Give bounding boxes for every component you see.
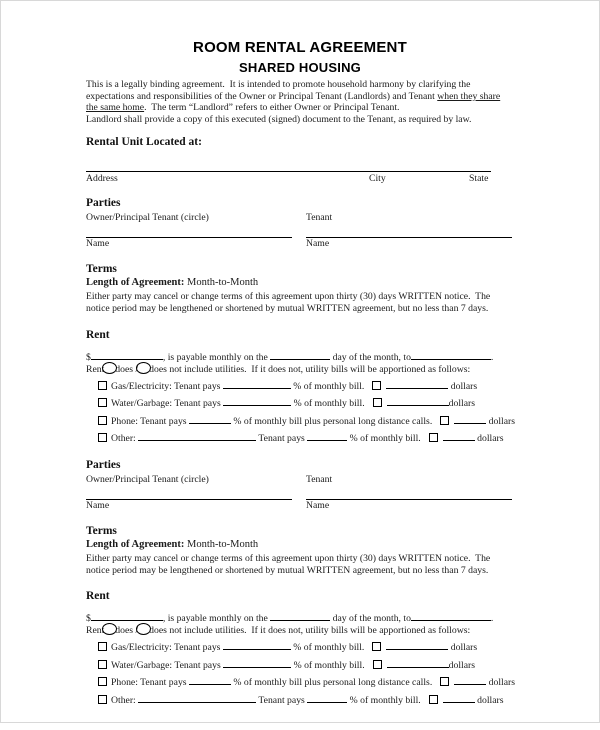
parties-heading: Parties	[86, 197, 121, 210]
gas-electricity-checkbox[interactable]	[98, 642, 107, 651]
intro-line-2-text: expectations and responsibilities of the Owner or Principal Tenant (Landlords) and Tenant	[86, 90, 438, 102]
tenant-column	[306, 212, 514, 250]
other-checkbox[interactable]	[98, 695, 107, 704]
length-of-agreement-line	[86, 538, 514, 551]
phone-percent-label: % of monthly bill plus personal long distance calls.	[230, 677, 433, 689]
utility-rows	[86, 640, 514, 705]
other-dollars-checkbox[interactable]	[429, 433, 438, 442]
gas-electricity-label: Gas/Electricity: Tenant pays	[111, 380, 223, 392]
phone-checkbox[interactable]	[98, 416, 107, 425]
gas-percent-blank[interactable]	[223, 379, 291, 389]
notice-line-2: notice period may be lengthened or shortened by mutual WRITTEN agreement, but no less than 7 days.	[86, 564, 489, 576]
rent-utilities-line	[86, 623, 514, 635]
water-garbage-label: Water/Garbage: Tenant pays	[111, 659, 224, 671]
phone-checkbox[interactable]	[98, 677, 107, 686]
gas-dollars-blank[interactable]	[386, 640, 448, 650]
owner-column	[86, 474, 306, 512]
rental-unit-heading: Rental Unit Located at:	[86, 136, 202, 149]
parties-columns	[86, 474, 514, 512]
owner-name-label: Name	[86, 500, 110, 512]
due-day-blank[interactable]	[270, 350, 330, 360]
other-dollars-blank[interactable]	[443, 693, 475, 703]
tenant-label: Tenant	[306, 212, 333, 224]
other-checkbox[interactable]	[98, 433, 107, 442]
other-dollars-label: dollars	[474, 433, 504, 445]
tenant-name-label: Name	[306, 500, 330, 512]
other-description-blank[interactable]	[138, 431, 256, 441]
phone-row	[98, 414, 514, 426]
payable-text-1: , is payable monthly on the	[162, 613, 271, 625]
gas-dollars-label: dollars	[448, 380, 478, 392]
payee-blank[interactable]	[411, 350, 491, 360]
notice-line-1: Either party may cancel or change terms of this agreement upon thirty (30) days WRITTEN notice. The	[86, 553, 491, 565]
water-garbage-row	[98, 396, 514, 408]
length-of-agreement-label: Length of Agreement:	[86, 277, 185, 289]
phone-dollars-checkbox[interactable]	[440, 677, 449, 686]
phone-label: Phone: Tenant pays	[111, 415, 189, 427]
water-percent-blank[interactable]	[223, 396, 291, 406]
gas-dollars-label: dollars	[448, 642, 478, 654]
address-labels-row	[86, 173, 514, 185]
gas-electricity-row	[98, 379, 514, 391]
gas-dollars-checkbox[interactable]	[372, 381, 381, 390]
other-row	[98, 693, 514, 705]
payable-period: .	[490, 613, 494, 625]
phone-dollars-label: dollars	[486, 415, 516, 427]
rent-heading: Rent	[86, 328, 110, 341]
owner-name-label: Name	[86, 238, 110, 250]
city-label: City	[369, 173, 386, 185]
water-dollars-label: dollars	[448, 659, 475, 671]
phone-dollars-checkbox[interactable]	[440, 416, 449, 425]
notice-paragraph	[86, 291, 514, 314]
intro-line-3	[86, 102, 514, 114]
other-dollars-label: dollars	[474, 694, 504, 706]
length-of-agreement-label: Length of Agreement:	[86, 539, 185, 551]
intro-paragraph	[86, 79, 514, 125]
address-label: Address	[86, 173, 118, 185]
parties-heading: Parties	[86, 459, 121, 472]
water-garbage-label: Water/Garbage: Tenant pays	[111, 398, 224, 410]
notice-paragraph	[86, 553, 514, 576]
agreement-section-2	[86, 459, 514, 705]
owner-principal-tenant-label: Owner/Principal Tenant (circle)	[86, 212, 209, 224]
other-dollars-blank[interactable]	[443, 431, 475, 441]
water-dollars-blank[interactable]	[387, 658, 449, 668]
payable-text-2: day of the month, to	[330, 351, 411, 363]
phone-row	[98, 675, 514, 687]
tenant-label: Tenant	[306, 474, 333, 486]
phone-percent-label: % of monthly bill plus personal long distance calls.	[230, 415, 433, 427]
water-dollars-checkbox[interactable]	[373, 398, 382, 407]
document-content	[86, 1, 514, 710]
does-not-label: does not include utilities. If it does not, utility bills will be apportioned as follows:	[149, 363, 471, 375]
gas-dollars-blank[interactable]	[386, 379, 448, 389]
water-garbage-checkbox[interactable]	[98, 660, 107, 669]
owner-principal-tenant-label: Owner/Principal Tenant (circle)	[86, 474, 209, 486]
title-block	[86, 1, 514, 75]
gas-percent-label: % of monthly bill.	[290, 642, 365, 654]
dollar-sign: $	[86, 613, 91, 625]
rent-word: Rent	[86, 625, 105, 637]
rent-heading: Rent	[86, 590, 110, 603]
other-percent-blank[interactable]	[307, 693, 347, 703]
gas-electricity-row	[98, 640, 514, 652]
notice-line-2: notice period may be lengthened or shortened by mutual WRITTEN agreement, but no less than 7 days.	[86, 302, 489, 314]
phone-dollars-blank[interactable]	[454, 675, 486, 685]
gas-dollars-checkbox[interactable]	[372, 642, 381, 651]
other-row	[98, 431, 514, 443]
other-percent-label: % of monthly bill.	[347, 433, 421, 445]
other-dollars-checkbox[interactable]	[429, 695, 438, 704]
tenant-column	[306, 474, 514, 512]
gas-electricity-checkbox[interactable]	[98, 381, 107, 390]
payee-blank[interactable]	[411, 611, 491, 621]
rent-word: Rent	[86, 363, 105, 375]
water-percent-label: % of monthly bill.	[291, 659, 365, 671]
other-label: Other:	[111, 433, 139, 445]
water-dollars-label: dollars	[448, 398, 475, 410]
intro-line-2	[86, 91, 514, 103]
phone-percent-blank[interactable]	[189, 414, 231, 424]
other-description-blank[interactable]	[138, 693, 256, 703]
length-of-agreement-value: Month-to-Month	[184, 277, 259, 289]
water-dollars-blank[interactable]	[387, 396, 449, 406]
water-dollars-checkbox[interactable]	[373, 660, 382, 669]
rent-payable-line	[86, 611, 514, 623]
phone-dollars-blank[interactable]	[454, 414, 486, 424]
gas-electricity-label: Gas/Electricity: Tenant pays	[111, 642, 223, 654]
parties-columns	[86, 212, 514, 250]
intro-line-1: This is a legally binding agreement. It is intended to promote household harmony by clarifying the	[86, 79, 471, 90]
utility-rows	[86, 379, 514, 444]
other-percent-label: % of monthly bill.	[347, 694, 421, 706]
other-label: Other:	[111, 694, 139, 706]
intro-line-3-text: . The term “Landlord” refers to either Owner or Principal Tenant.	[144, 102, 400, 114]
owner-column	[86, 212, 306, 250]
does-label: does /	[115, 625, 139, 637]
state-label: State	[469, 173, 489, 185]
doc-subtitle: SHARED HOUSING	[239, 60, 361, 75]
water-percent-label: % of monthly bill.	[291, 398, 365, 410]
other-percent-blank[interactable]	[307, 431, 347, 441]
other-tenant-pays-label: Tenant pays	[256, 433, 308, 445]
address-fill-line[interactable]	[86, 171, 491, 172]
water-garbage-row	[98, 658, 514, 670]
rent-amount-blank[interactable]	[91, 611, 163, 621]
terms-heading: Terms	[86, 525, 117, 538]
rent-amount-blank[interactable]	[91, 350, 163, 360]
length-of-agreement-line	[86, 276, 514, 289]
water-percent-blank[interactable]	[223, 658, 291, 668]
phone-dollars-label: dollars	[486, 677, 516, 689]
terms-heading: Terms	[86, 263, 117, 276]
phone-percent-blank[interactable]	[189, 675, 231, 685]
rent-utilities-line	[86, 362, 514, 374]
payable-text-1: , is payable monthly on the	[162, 351, 271, 363]
does-not-label: does not include utilities. If it does not, utility bills will be apportioned as follows:	[149, 625, 471, 637]
intro-line-3-underlined: the same home	[86, 102, 145, 114]
tenant-name-label: Name	[306, 238, 330, 250]
rent-payable-line	[86, 350, 514, 362]
payable-text-2: day of the month, to	[330, 613, 411, 625]
gas-percent-label: % of monthly bill.	[290, 380, 365, 392]
gas-percent-blank[interactable]	[223, 640, 291, 650]
intro-line-4: Landlord shall provide a copy of this executed (signed) document to the Tenant, as required by law.	[86, 113, 472, 125]
agreement-section-1	[86, 197, 514, 443]
phone-label: Phone: Tenant pays	[111, 677, 189, 689]
dollar-sign: $	[86, 351, 91, 363]
notice-line-1: Either party may cancel or change terms of this agreement upon thirty (30) days WRITTEN notice. The	[86, 291, 491, 303]
doc-title: ROOM RENTAL AGREEMENT	[193, 39, 407, 56]
other-tenant-pays-label: Tenant pays	[256, 694, 308, 706]
does-label: does /	[115, 363, 139, 375]
length-of-agreement-value: Month-to-Month	[184, 539, 259, 551]
water-garbage-checkbox[interactable]	[98, 398, 107, 407]
payable-period: .	[490, 351, 494, 363]
due-day-blank[interactable]	[270, 611, 330, 621]
intro-line-2-underlined: when they share	[437, 90, 501, 102]
